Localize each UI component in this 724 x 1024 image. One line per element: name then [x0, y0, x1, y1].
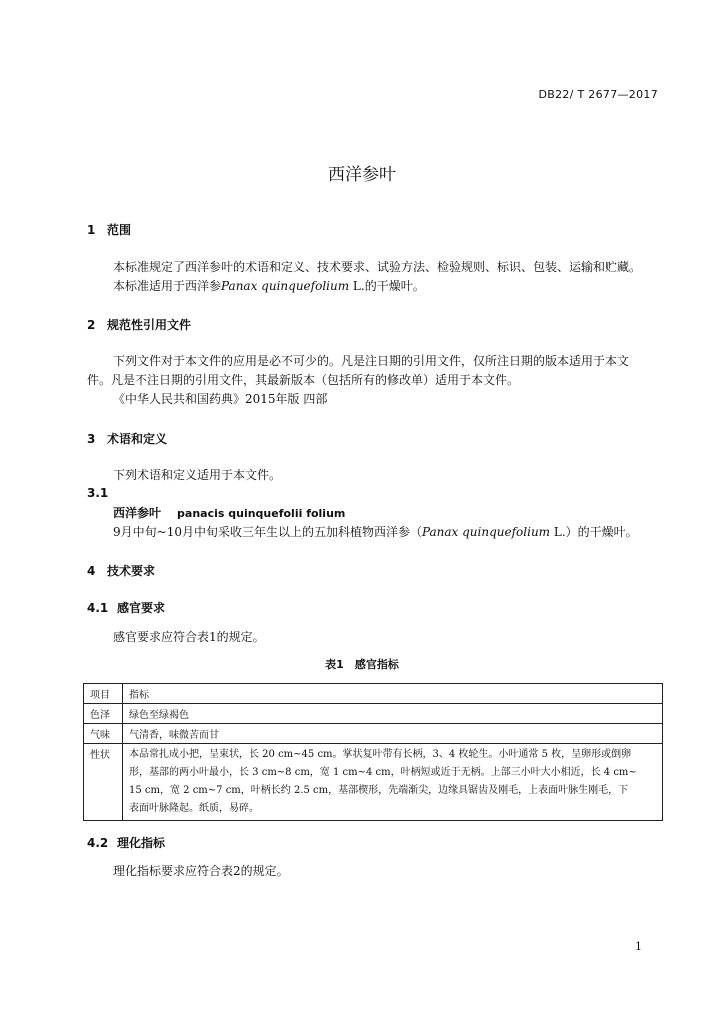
table-header-cell: 指标 [123, 684, 663, 704]
subsection-4-1-heading [87, 599, 165, 616]
section-title: 规范性引用文件 [107, 318, 192, 332]
reference-item: 《中华人民共和国药典》2015年版 四部 [113, 392, 328, 406]
section-4-heading [87, 562, 155, 579]
subsection-number: 3.1 [87, 486, 109, 500]
cell-line: 形，基部的两小叶最小，长 3 cm~8 cm，宽 1 cm~4 cm，叶柄短或近于无柄。上部三小叶大小相近，长 4 cm~ [129, 767, 637, 778]
table-header-cell: 项目 [84, 684, 123, 704]
paragraph: 感官要求应符合表1的规定。 [113, 630, 265, 644]
latin-name: Panax quinquefolium [221, 279, 350, 293]
section-title: 技术要求 [107, 564, 156, 578]
table-caption: 表1 感官指标 [325, 658, 399, 671]
paragraph: 下列术语和定义适用于本文件。 [113, 468, 282, 482]
term-definition [113, 523, 638, 540]
subsection-title: 理化指标 [117, 836, 166, 850]
section-number: 3 [87, 432, 96, 446]
section-2-heading [87, 316, 191, 333]
paragraph-line: 下列文件对于本文件的应用是必不可少的。凡是注日期的引用文件，仅所注日期的版本适用于本文 [113, 354, 630, 368]
paragraph: 本标准规定了西洋参叶的术语和定义、技术要求、试验方法、检验规则、标识、包装、运输和贮藏。 [113, 260, 642, 274]
page-number: 1 [635, 940, 642, 953]
section-number: 2 [87, 318, 96, 332]
table-row [84, 744, 663, 821]
cell-line: 15 cm，宽 2 cm~7 cm，叶柄长约 2.5 cm，基部楔形，先端渐尖，边缘具锯齿及刚毛，上表面叶脉生刚毛，下 [129, 785, 629, 796]
table-cell [123, 744, 663, 821]
term-entry [113, 504, 345, 521]
section-number: 1 [87, 223, 96, 237]
section-title: 术语和定义 [107, 432, 168, 446]
page-title: 西洋参叶 [328, 165, 396, 185]
term-chinese: 西洋参叶 [113, 506, 162, 520]
table-cell: 色泽 [84, 704, 123, 724]
text: 9月中旬~10月中旬采收三年生以上的五加科植物西洋参（ [113, 525, 422, 539]
latin-name: Panax quinquefolium [421, 525, 551, 539]
text: L.的干燥叶。 [349, 279, 425, 293]
text: L.）的干燥叶。 [550, 525, 638, 539]
sensory-table [83, 683, 663, 821]
subsection-number: 4.2 [87, 836, 109, 850]
cell-line: 表面叶脉隆起。纸质，易碎。 [129, 803, 259, 814]
paragraph [113, 277, 425, 294]
subsection-title: 感官要求 [117, 601, 166, 615]
section-3-heading [87, 430, 167, 447]
table-header-row [84, 684, 663, 704]
section-number: 4 [87, 564, 96, 578]
subsection-number: 4.1 [87, 601, 109, 615]
table-cell: 绿色至绿褐色 [123, 704, 663, 724]
paragraph: 理化指标要求应符合表2的规定。 [113, 864, 289, 878]
standard-number: DB22/ T 2677—2017 [538, 88, 658, 101]
paragraph-line: 件。凡是不注日期的引用文件，其最新版本（包括所有的修改单）适用于本文件。 [87, 373, 520, 387]
table-row [84, 704, 663, 724]
term-latin: panacis quinquefolii folium [177, 507, 346, 520]
table-cell: 气味 [84, 724, 123, 744]
table-cell: 气清香，味微苦而甘 [123, 724, 663, 744]
cell-line: 本品常扎成小把，呈束状，长 20 cm~45 cm。掌状复叶带有长柄，3、4 枚轮生。小叶通常 5 枚，呈卵形或倒卵 [129, 749, 632, 760]
section-title: 范围 [107, 223, 132, 237]
table-cell: 性状 [84, 744, 123, 821]
text: 本标准适用于西洋参 [113, 279, 222, 293]
table-row [84, 724, 663, 744]
subsection-4-2-heading [87, 834, 165, 851]
section-1-heading [87, 221, 131, 238]
